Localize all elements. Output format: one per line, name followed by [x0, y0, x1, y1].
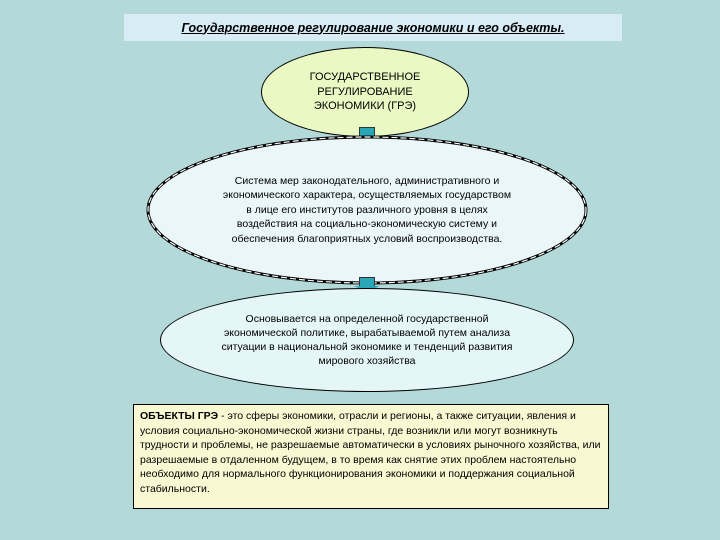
down-arrow-icon-2	[359, 277, 375, 287]
node-basis	[160, 288, 574, 392]
objects-box	[133, 404, 609, 509]
objects-text: - это сферы экономики, отрасли и регионы, а также ситуации, явления и условия социально-экономической жизни страны, где возникли или могут возникнуть трудности и проблемы, не разрешаемые автоматически в условиях рыночного хозяйства, или разрешаемые в отдаленном будущем, в то время как снятие этих проблем настоятельно необходимо для нормального функционирования экономики и поддержания социальной стабильности.	[140, 410, 601, 495]
node-definition	[151, 140, 583, 280]
node-gre-line1: ГОСУДАРСТВЕННОЕ	[309, 71, 421, 84]
node-gre-line2: РЕГУЛИРОВАНИЕ	[317, 85, 413, 98]
node-gre-line3: ЭКОНОМИКИ (ГРЭ)	[313, 100, 417, 113]
page-title: Государственное регулирование экономики и его объекты.	[124, 14, 622, 41]
node-gre-title	[261, 47, 469, 137]
node-definition-text: Система мер законодательного, административного и экономического характера, осуществляемых государством в лице его институтов различного уровня в целях воздействия на социально-экономическую систему и обеспечения благоприятных условий воспроизводства.	[222, 174, 512, 245]
node-basis-text: Основывается на определенной государственной экономической политике, вырабатываемой путем анализа ситуации в национальной экономике и тенденций развития мирового хозяйства	[221, 313, 513, 367]
objects-heading: ОБЪЕКТЫ ГРЭ	[140, 410, 219, 422]
